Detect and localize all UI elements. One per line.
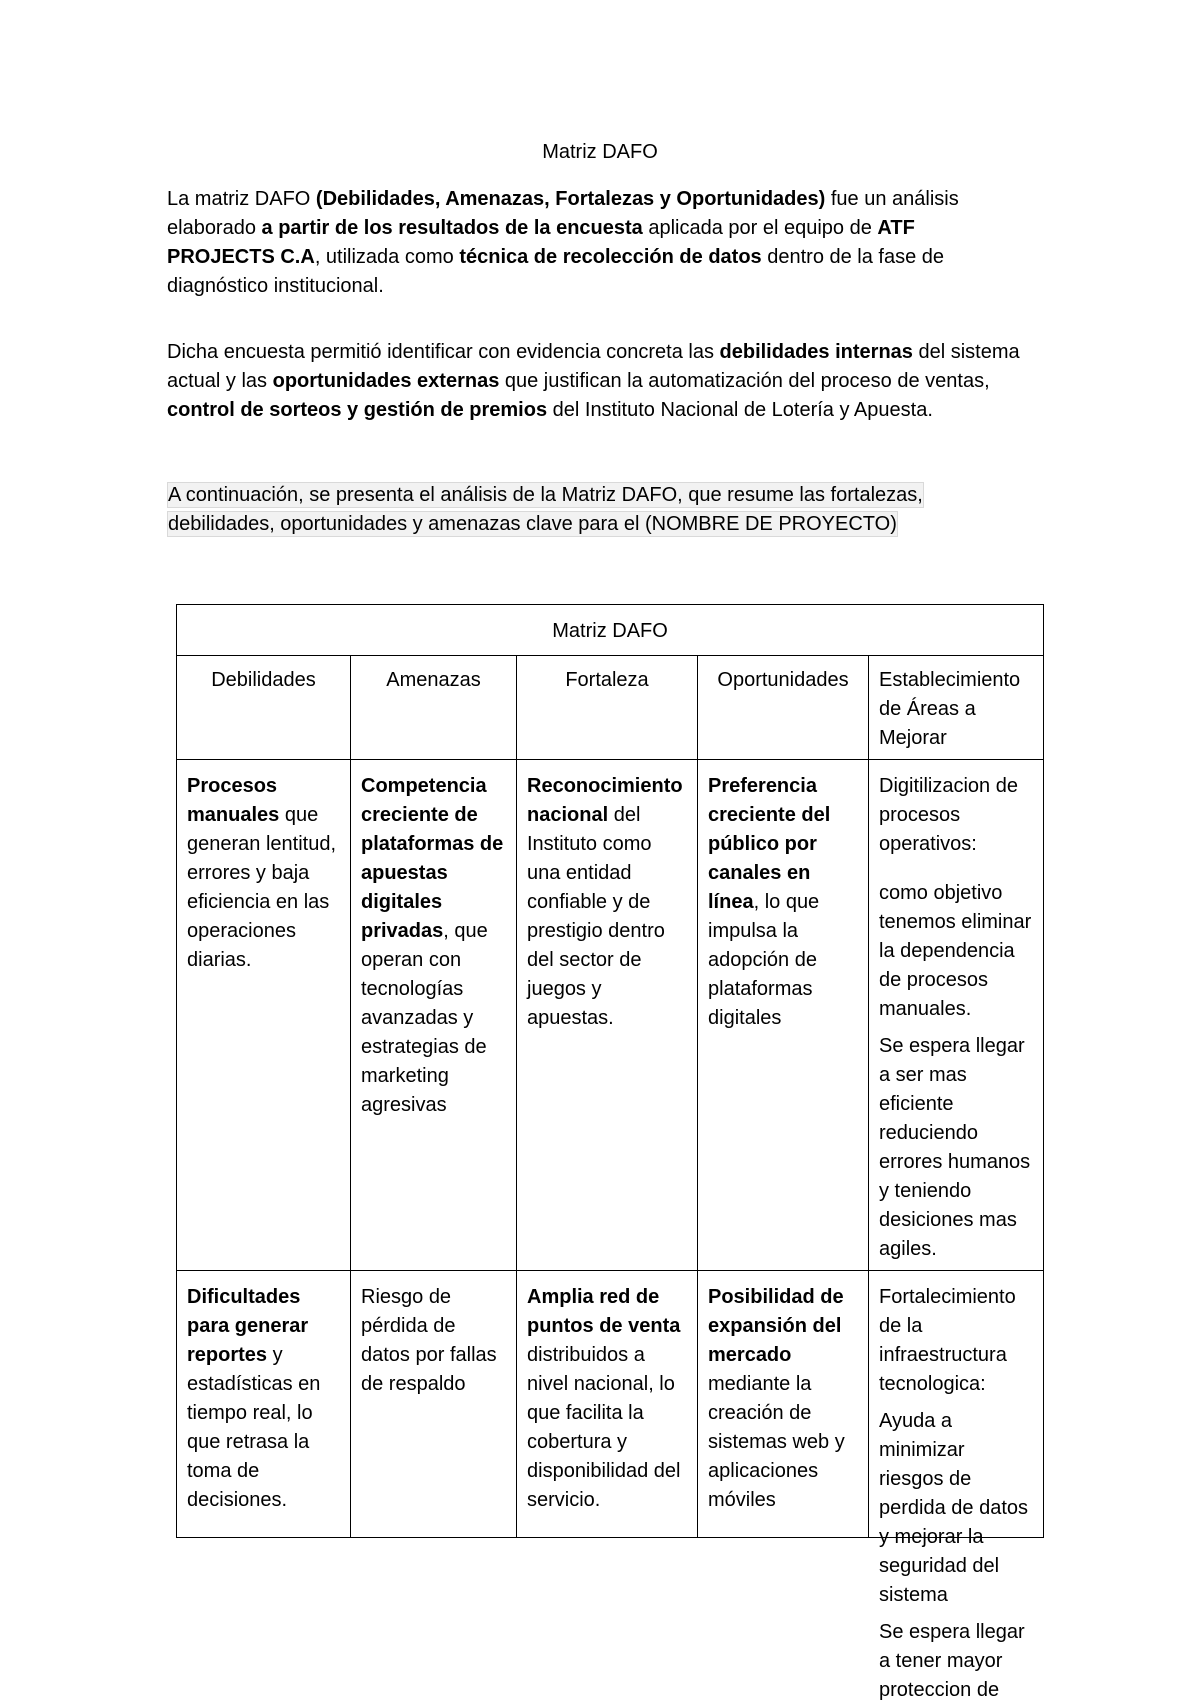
mejora-heading: Digitilizacion de procesos operativos: bbox=[879, 775, 1018, 855]
mejora-text: Se espera llegar a ser mas eficiente reduciendo errores humanos y teniendo desiciones mas agiles. bbox=[879, 1035, 1031, 1260]
cell-mejora-1 bbox=[869, 760, 1044, 1271]
header-fortaleza: Fortaleza bbox=[517, 656, 698, 760]
cell-fortaleza-1: Reconocimiento nacional del Instituto como una entidad confiable y de prestigio dentro del sector de juegos y apuestas. bbox=[517, 760, 698, 1271]
table-header-row bbox=[177, 656, 1044, 760]
cell-amenaza-2: Riesgo de pérdida de datos por fallas de respaldo bbox=[351, 1271, 517, 1538]
mejora-text: como objetivo tenemos eliminar la dependencia de procesos manuales. bbox=[879, 882, 1032, 1020]
cell-debilidad-1: Procesos manuales que generan lentitud, errores y baja eficiencia en las operaciones diarias. bbox=[177, 760, 351, 1271]
intro-paragraph-2: Dicha encuesta permitió identificar con evidencia concreta las debilidades internas del sistema actual y las oportunidades externas que justifican la automatización del proceso de ventas, control de sorteos y gestión de premios del Instituto Nacional de Lotería y Apuesta. bbox=[167, 341, 1020, 421]
cell-debilidad-2: Dificultades para generar reportes y estadísticas en tiempo real, lo que retrasa la toma de decisiones. bbox=[177, 1271, 351, 1538]
table-row bbox=[177, 1271, 1044, 1538]
table-title-row bbox=[177, 605, 1044, 656]
header-debilidades: Debilidades bbox=[177, 656, 351, 760]
cell-amenaza-1: Competencia creciente de plataformas de apuestas digitales privadas, que operan con tecnologías avanzadas y estrategias de marketing agresivas bbox=[351, 760, 517, 1271]
intro-paragraph-3 bbox=[167, 481, 1027, 539]
cell-oportunidad-2: Posibilidad de expansión del mercado mediante la creación de sistemas web y aplicaciones móviles bbox=[698, 1271, 869, 1538]
cell-fortaleza-2: Amplia red de puntos de venta distribuidos a nivel nacional, lo que facilita la cobertura y disponibilidad del servicio. bbox=[517, 1271, 698, 1538]
header-oportunidades: Oportunidades bbox=[698, 656, 869, 760]
mejora-text: Se espera llegar a tener mayor proteccion de bbox=[879, 1621, 1025, 1701]
header-amenazas: Amenazas bbox=[351, 656, 517, 760]
highlighted-text: A continuación, se presenta el análisis de la Matriz DAFO, que resume las fortalezas, debilidades, oportunidades y amenazas clave para el (NOMBRE DE PROYECTO) bbox=[168, 484, 923, 535]
intro-paragraph-1: La matriz DAFO (Debilidades, Amenazas, Fortalezas y Oportunidades) fue un análisis elaborado a partir de los resultados de la encuesta aplicada por el equipo de ATF PROJECTS C.A, utilizada como técnica de recolección de datos dentro de la fase de diagnóstico institucional. bbox=[167, 188, 959, 297]
mejora-text: Ayuda a minimizar riesgos de perdida de datos y mejorar la seguridad del sistema bbox=[879, 1410, 1029, 1606]
header-areas-mejorar: Establecimiento de Áreas a Mejorar bbox=[869, 656, 1044, 760]
document-title: Matriz DAFO bbox=[542, 141, 658, 163]
cell-oportunidad-1: Preferencia creciente del público por canales en línea, lo que impulsa la adopción de plataformas digitales bbox=[698, 760, 869, 1271]
table-title: Matriz DAFO bbox=[177, 605, 1044, 656]
table-row bbox=[177, 760, 1044, 1271]
mejora-heading: Fortalecimiento de la infraestructura tecnologica: bbox=[879, 1286, 1016, 1395]
cell-mejora-2 bbox=[869, 1271, 1044, 1701]
dafo-table bbox=[176, 604, 1044, 1701]
